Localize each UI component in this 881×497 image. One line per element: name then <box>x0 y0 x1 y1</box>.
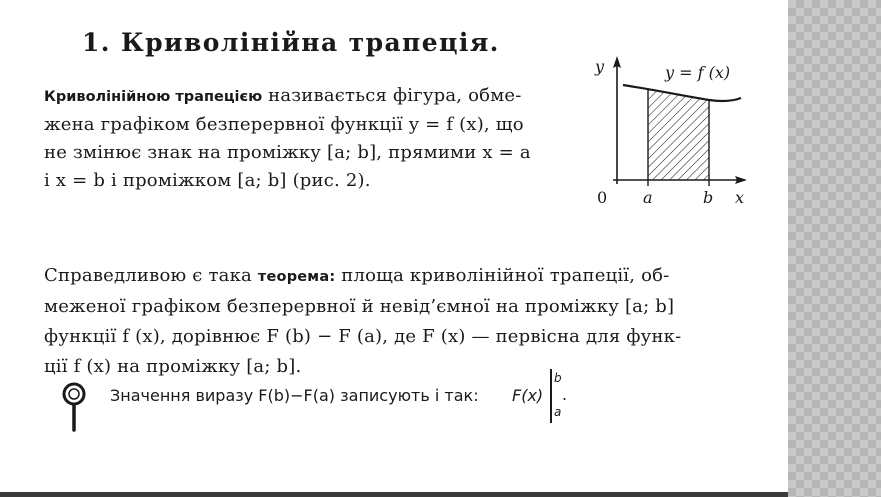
eval-upper-limit: b <box>554 371 562 385</box>
side-pattern-strip <box>788 0 881 497</box>
section-title: 1. Криволінійна трапеція. <box>82 28 500 57</box>
definition-line-2: жена графіком безперервної функції y = f (x), що <box>44 114 524 135</box>
theorem-paragraph <box>44 261 744 382</box>
definition-line-1-text: називається фігура, обме- <box>262 85 522 106</box>
definition-term: Криволінійною трапецією <box>44 89 263 105</box>
theorem-line-1-rest: площа криволінійної трапеції, об- <box>335 265 670 286</box>
note-text: Значення виразу F(b)−F(a) записують і так: <box>110 386 479 405</box>
eval-lower-limit: a <box>554 405 562 419</box>
a-label: a <box>643 188 653 207</box>
b-label: b <box>703 188 714 207</box>
y-axis-label: y <box>595 57 605 76</box>
theorem-term: теорема: <box>257 269 336 285</box>
definition-line-4: і x = b і проміжком [a; b] (рис. 2). <box>44 170 371 191</box>
shaded-area <box>648 89 709 180</box>
curvilinear-trapezoid-figure <box>585 52 755 214</box>
definition-line-1 <box>44 82 574 111</box>
x-axis-label: x <box>735 188 745 207</box>
eval-expression: F(x) <box>512 386 544 405</box>
eval-period: . <box>562 385 568 404</box>
theorem-line-1-start: Справедливою є така <box>44 265 258 286</box>
origin-label: 0 <box>597 188 608 207</box>
evaluation-notation <box>512 367 592 427</box>
curve-label: y = f (x) <box>665 63 731 82</box>
theorem-line-1 <box>44 261 744 292</box>
eval-bar <box>550 369 552 423</box>
magnifier-icon <box>60 380 88 436</box>
theorem-line-3: функції f (x), дорівнює F (b) − F (a), де F (x) — первісна для функ- <box>44 326 682 347</box>
theorem-line-2: меженої графіком безперервної й невід’ємної на проміжку [a; b] <box>44 296 675 317</box>
bottom-rule <box>0 492 790 497</box>
theorem-line-4: ції f (x) на проміжку [a; b]. <box>44 356 302 377</box>
definition-paragraph <box>44 82 574 195</box>
definition-line-3: не змінює знак на проміжку [a; b], прямими x = a <box>44 142 531 163</box>
